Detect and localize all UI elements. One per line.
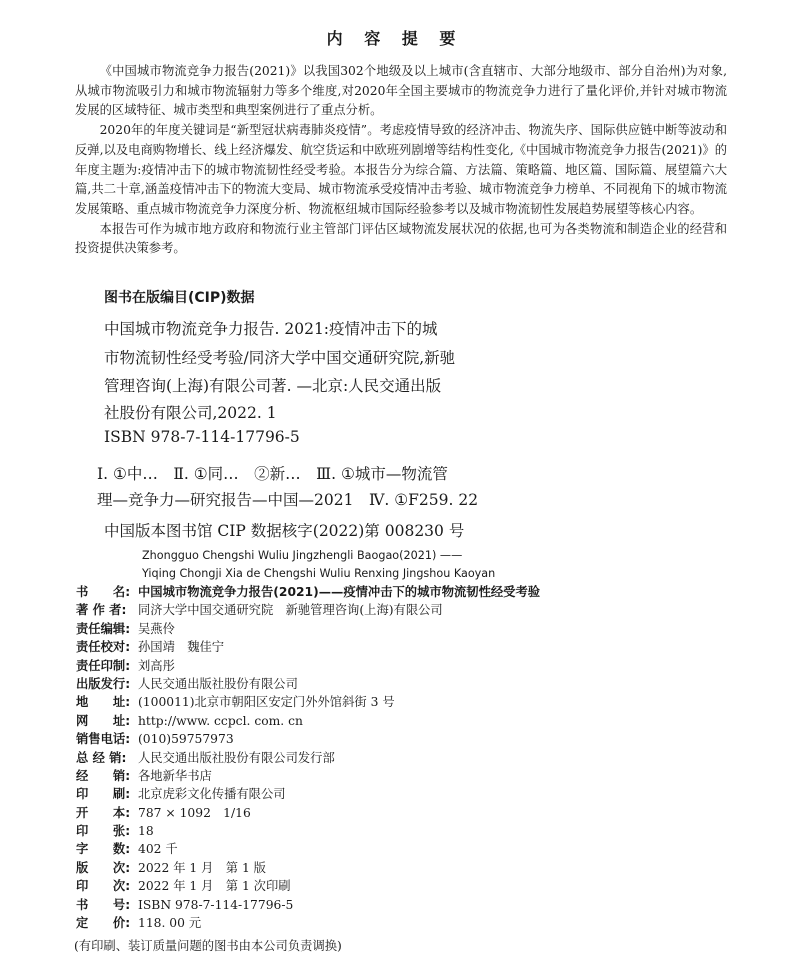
detail-row-sales-phone: 销售电话: (010)59757973	[76, 732, 234, 747]
cip-class-line: 理—竞争力—研究报告—中国—2021 Ⅳ. ①F259. 22	[97, 491, 479, 509]
cip-heading: 图书在版编目(CIP)数据	[104, 290, 255, 306]
cip-line: 中国城市物流竞争力报告. 2021:疫情冲击下的城	[104, 320, 438, 338]
summary-paragraph: 《中国城市物流竞争力报告(2021)》以我国302个地级及以上城市(含直辖市、大部分地级市、部分自治州)为对象,从城市物流吸引力和城市物流辐射力等多个维度,对2020年全国主要城市的物流竞争力进行了量化评价,并针对城市物流发展的区域特征、城市类型和典型案例进行了重点分析。	[75, 64, 727, 118]
cip-verification: 中国版本图书馆 CIP 数据核字(2022)第 008230 号	[104, 522, 465, 540]
detail-row-author: 著 作 者: 同济大学中国交通研究院 新驰管理咨询(上海)有限公司	[76, 603, 443, 618]
cip-class-line: Ⅰ. ①中… Ⅱ. ①同… ②新… Ⅲ. ①城市—物流管	[97, 465, 448, 483]
detail-row-proofreader: 责任校对: 孙国靖 魏佳宁	[76, 640, 225, 655]
detail-row-address: 地 址: (100011)北京市朝阳区安定门外外馆斜街 3 号	[76, 695, 395, 710]
detail-row-price: 定 价: 118. 00 元	[76, 916, 202, 931]
pinyin-title-line: Yiqing Chongji Xia de Chengshi Wuliu Renxing Jingshou Kaoyan	[142, 567, 496, 580]
summary-body	[75, 62, 727, 259]
detail-row-distributor: 经 销: 各地新华书店	[76, 768, 212, 783]
detail-row-format: 开 本: 787 × 1092 1/16	[76, 805, 251, 820]
summary-paragraph: 本报告可作为城市地方政府和物流行业主管部门评估区域物流发展状况的依据,也可为各类物流和制造企业的经营和投资提供决策参考。	[75, 221, 727, 256]
cip-line: 市物流韧性经受考验/同济大学中国交通研究院,新驰	[104, 349, 456, 367]
detail-row-publisher: 出版发行: 人民交通出版社股份有限公司	[76, 676, 298, 691]
cip-isbn: ISBN 978-7-114-17796-5	[104, 428, 300, 446]
detail-row-website: 网 址: http://www. ccpcl. com. cn	[76, 713, 303, 728]
summary-paragraph: 2020年的年度关键词是“新型冠状病毒肺炎疫情”。考虑疫情导致的经济冲击、物流失序、国际供应链中断等波动和反弹,以及电商购物增长、线上经济爆发、航空货运和中欧班列剧增等结构性变化,《中国城市物流竞争力报告(2021)》的年度主题为:疫情冲击下的城市物流韧性经受考验。本报告分为综合篇、方法篇、策略篇、地区篇、国际篇、展望篇六大篇,共二十章,涵盖疫情冲击下的物流大变局、城市物流承受疫情冲击考验、城市物流竞争力榜单、不同视角下的城市物流发展策略、重点城市物流竞争力深度分析、物流枢纽城市国际经验参考以及城市物流韧性发展趋势展望等核心内容。	[75, 123, 727, 216]
detail-row-title: 书 名: 中国城市物流竞争力报告(2021)——疫情冲击下的城市物流韧性经受考验	[76, 585, 541, 599]
detail-row-impression: 印 次: 2022 年 1 月 第 1 次印刷	[76, 879, 291, 894]
pinyin-title-line: Zhongguo Chengshi Wuliu Jingzhengli Baogao(2021) ——	[142, 549, 463, 562]
publication-details	[76, 583, 726, 932]
summary-title: 内 容 提 要	[326, 29, 464, 48]
detail-row-printing-manager: 责任印制: 刘高彤	[76, 658, 175, 673]
detail-row-general-distributor: 总 经 销: 人民交通出版社股份有限公司发行部	[76, 750, 335, 765]
cip-line: 社股份有限公司,2022. 1	[104, 404, 277, 422]
detail-row-sheets: 印 张: 18	[76, 824, 154, 839]
cip-line: 管理咨询(上海)有限公司著. —北京:人民交通出版	[104, 377, 442, 395]
detail-row-editor: 责任编辑: 吴燕伶	[76, 621, 175, 636]
quality-footnote: (有印刷、装订质量问题的图书由本公司负责调换)	[74, 939, 342, 953]
detail-row-book-number: 书 号: ISBN 978-7-114-17796-5	[76, 897, 294, 912]
detail-row-edition: 版 次: 2022 年 1 月 第 1 版	[76, 860, 266, 875]
detail-row-word-count: 字 数: 402 千	[76, 842, 178, 857]
detail-row-printer: 印 刷: 北京虎彩文化传播有限公司	[76, 787, 286, 802]
